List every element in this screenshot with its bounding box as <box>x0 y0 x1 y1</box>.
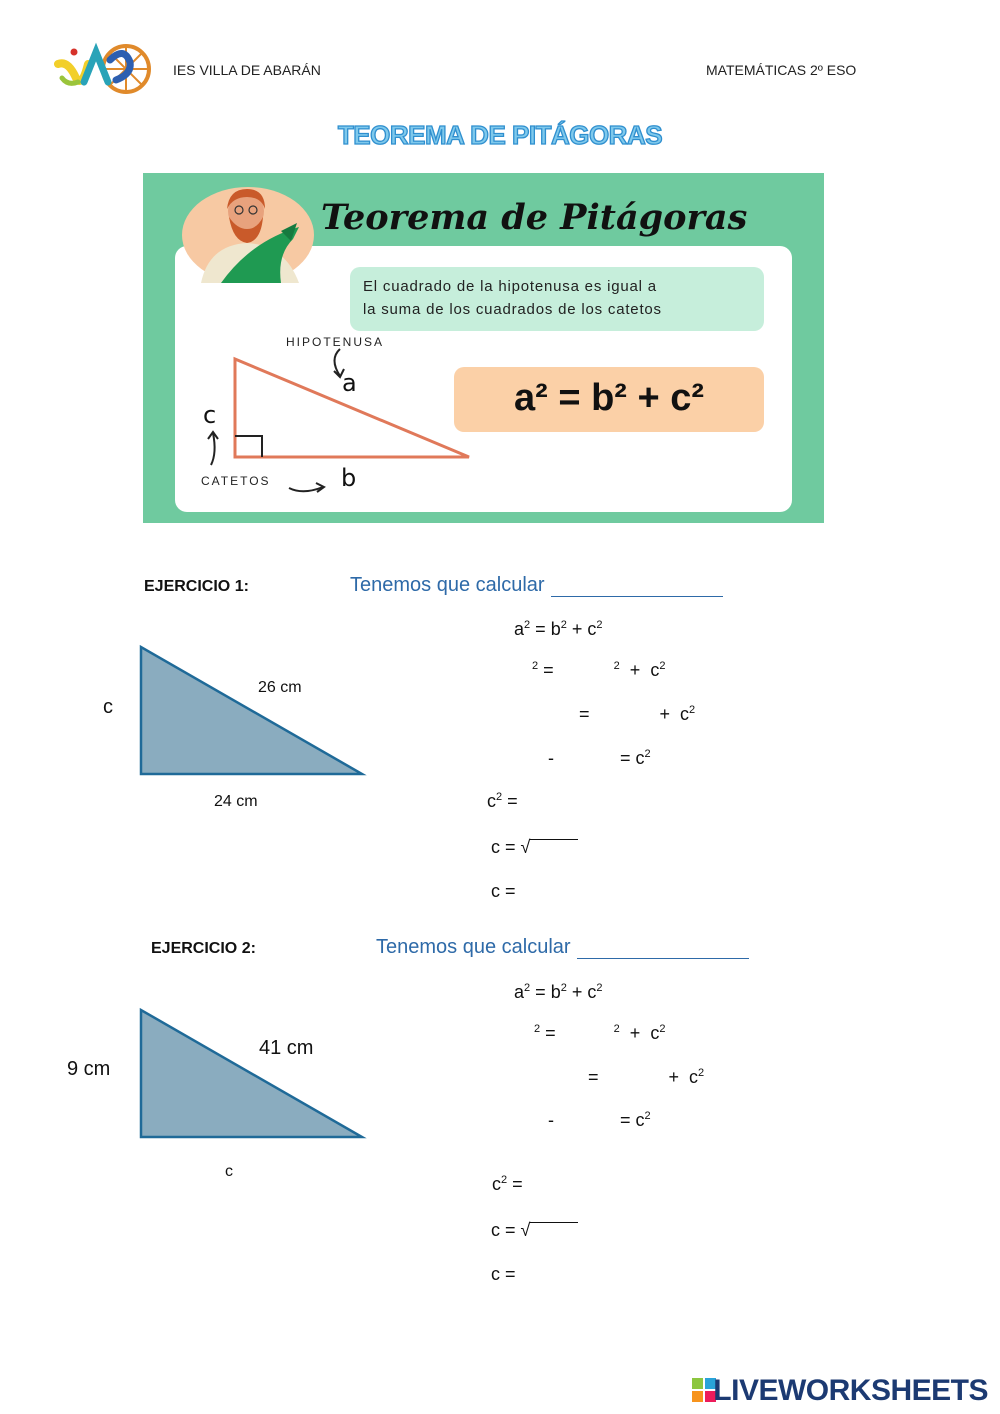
exercise-1-title: EJERCICIO 1: <box>144 578 249 595</box>
exercise-1-answer-blank[interactable] <box>551 576 723 597</box>
ex1-eq-sqrt: c = √ <box>491 837 578 858</box>
ex2-side-left-label: 9 cm <box>67 1058 111 1080</box>
pythagoras-banner <box>143 173 824 523</box>
ex1-eq-subtract: - = $c^2$ <box>548 748 651 768</box>
ex1-eq-c2: $c^2$ = <box>487 791 518 811</box>
exercise-2-answer-blank[interactable] <box>577 938 749 959</box>
exercise-2-title: EJERCICIO 2: <box>151 940 256 957</box>
ex1-side-c-label: c <box>103 696 113 718</box>
sqrt-icon: √ <box>520 1220 531 1240</box>
ex2-eq-c2: $c^2$ = <box>492 1174 523 1194</box>
ex2-eq-sqrt: c = √ <box>491 1220 578 1241</box>
school-logo-icon <box>54 42 152 96</box>
side-c-label: c <box>203 401 217 429</box>
ex2-eq-formula: $a^2 = b^2 + c^2$ <box>514 982 603 1002</box>
ex2-hypotenuse-label: 41 cm <box>259 1037 314 1059</box>
exercise-2-triangle <box>138 1007 368 1141</box>
sqrt-icon: √ <box>520 837 531 857</box>
definition-line-2: la suma de los cuadrados de los catetos <box>363 301 662 318</box>
ex2-eq-subtract: - = $c^2$ <box>548 1110 651 1130</box>
ex1-eq-squares: = + $c^2$ <box>579 704 696 724</box>
side-b-label: b <box>341 464 357 492</box>
page-title: TEOREMA DE PITÁGORAS <box>337 120 663 150</box>
subject-name: MATEMÁTICAS 2º ESO <box>706 62 857 78</box>
liveworksheets-brand[interactable]: LIVEWORKSHEETS <box>713 1374 988 1407</box>
ex1-eq-substitute: $^2 = ^2 + c^2$ <box>532 660 666 680</box>
right-angle-mark <box>235 436 262 457</box>
exercise-2-prompt <box>376 936 749 959</box>
ex1-eq-formula: $a^2 = b^2 + c^2$ <box>514 619 603 639</box>
banner-triangle-diagram <box>143 173 824 523</box>
formula-box: a² = b² + c² <box>454 367 764 432</box>
hipotenusa-label: HIPOTENUSA <box>286 335 385 349</box>
school-name: IES VILLA DE ABARÁN <box>173 62 321 78</box>
exercise-1-prompt <box>350 574 723 597</box>
banner-title: Teorema de Pitágoras <box>321 197 748 238</box>
ex2-eq-substitute: $^2 = ^2 + c^2$ <box>534 1023 666 1043</box>
ex1-base-label: 24 cm <box>214 793 258 810</box>
ex1-eq-result: c = <box>491 881 516 901</box>
ex2-eq-result: c = <box>491 1264 516 1284</box>
exercise-1-prompt-text: Tenemos que calcular <box>350 574 545 596</box>
side-a-label: a <box>342 369 357 397</box>
ex2-base-label: c <box>225 1163 233 1180</box>
ex2-eq-squares: = + $c^2$ <box>588 1067 705 1087</box>
cateto-c-arrow-icon <box>211 433 215 465</box>
definition-line-1: El cuadrado de la hipotenusa es igual a <box>363 278 657 295</box>
catetos-label: CATETOS <box>201 474 271 488</box>
exercise-2-prompt-text: Tenemos que calcular <box>376 936 571 958</box>
ex1-hypotenuse-label: 26 cm <box>258 679 302 696</box>
exercise-1-triangle <box>138 644 368 778</box>
